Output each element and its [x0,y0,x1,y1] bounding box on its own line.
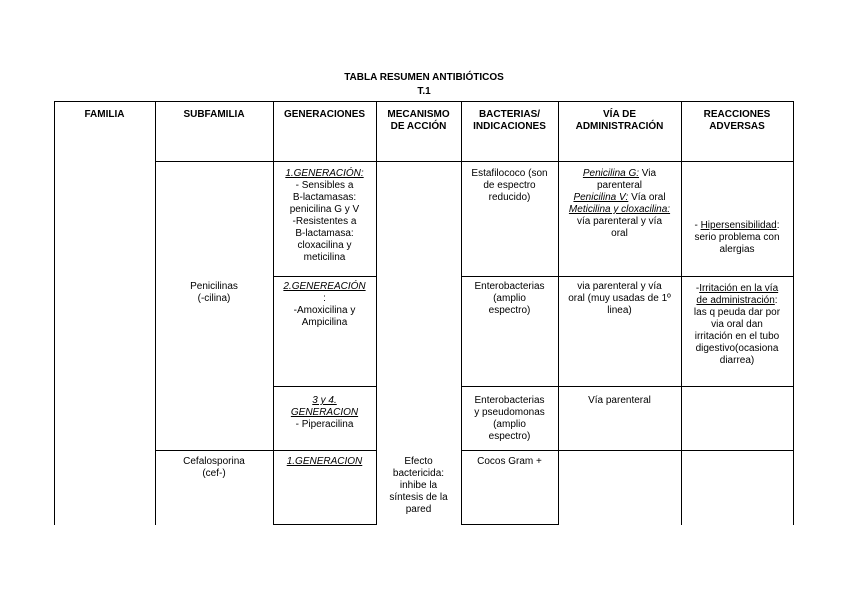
subfamilia-cefalosporina: Cefalosporina (cef-) [183,456,245,479]
bacterias-row-2: Enterobacterias (amplio espectro) [474,281,545,316]
via-row-3: Vía parenteral [588,395,651,406]
header-familia: FAMILIA [84,109,125,120]
generacion-1: 1.GENERACIÓN: - Sensibles a B-lactamasas: penicilina G y V -Resistentes a B-lactamasa: cloxacilina y meticilina [285,168,364,263]
via-row-2: via parenteral y vía oral (muy usadas de 1º linea) [568,281,671,316]
subfamilia-penicilinas: Penicilinas (-cilina) [190,281,238,304]
bacterias-row-3: Enterobacterias y pseudomonas (amplio espectro) [474,395,545,442]
generacion-2: 2.GENEREACIÓN : -Amoxicilina y Ampicilina [283,281,366,328]
reaccion-irritacion: -Irritación en la vía de administración: las q peuda dar por via oral dan irritación en el tubo digestivo(ocasiona diarrea) [693,283,781,366]
generacion-3-4: 3 y 4. GENERACION - Piperacilina [290,395,359,430]
reaccion-hipersensibilidad: - Hipersensibilidad: serio problema con alergias [694,220,780,255]
header-via: VÍA DE ADMINISTRACIÓN [575,109,664,132]
page-title: TABLA RESUMEN ANTIBIÓTICOS [344,72,504,83]
cefalosporina-generacion-1: 1.GENERACION [286,456,363,467]
header-reacciones: REACCIONES ADVERSAS [703,109,771,132]
bacterias-row-4: Cocos Gram + [477,456,542,467]
header-generaciones: GENERACIONES [283,109,366,120]
via-row-1: Penicilina G: Via parenteral Penicilina V: Vía oral Meticilina y cloxacilina: vía parenteral y vía oral [568,168,671,239]
header-subfamilia: SUBFAMILIA [183,109,245,120]
bacterias-row-1: Estafilococo (son de espectro reducido) [471,168,548,203]
header-mecanismo: MECANISMO DE ACCIÓN [387,109,450,132]
header-bacterias: BACTERIAS/ INDICACIONES [473,109,546,132]
page-subtitle: T.1 [417,86,431,97]
mecanismo-accion: Efecto bactericida: inhibe la síntesis de la pared [389,456,448,515]
